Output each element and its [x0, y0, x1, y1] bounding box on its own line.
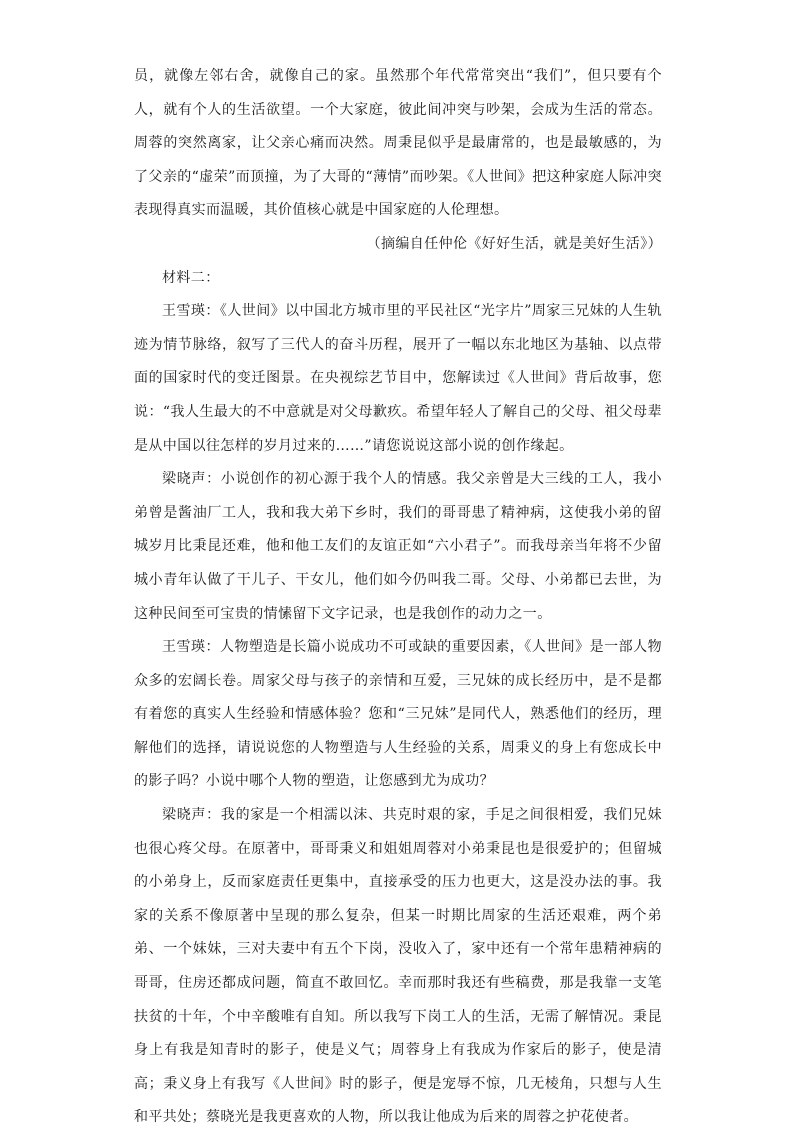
interview-answer-1: 梁晓声：小说创作的初心源于我个人的情感。我父亲曾是大三线的工人，我小弟曾是酱油厂工人，我和我大弟下乡时，我们的哥哥患了精神病，这使我小弟的留城岁月比秉昆还难，他和他工友们的友谊正如“六小君子”。而我母亲当年将不少留城小青年认做了干儿子、干女儿，他们如今仍叫我二哥。父母、小弟都已去世，为这种民间至可宝贵的情愫留下文字记录，也是我创作的动力之一。	[134, 471, 662, 622]
material-two-heading: 材料二：	[162, 269, 220, 286]
source-citation: （摘编自任仲伦《好好生活，就是美好生活》）	[366, 235, 662, 252]
interview-question-1: 王雪瑛：《人世间》以中国北方城市里的平民社区“光字片”周家三兄妹的人生轨迹为情节脉络，叙写了三代人的奋斗历程，展开了一幅以东北地区为基轴、以点带面的国家时代的变迁图景。在央视综艺节目中，您解读过《人世间》背后故事，您说：“我人生最大的不中意就是对父母歉疚。希望年轻人了解自己的父母、祖父母辈是从中国以往怎样的岁月过来的……”请您说说这部小说的创作缘起。	[134, 303, 662, 454]
document-page	[134, 60, 662, 1135]
interview-answer-2: 梁晓声：我的家是一个相濡以沫、共克时艰的家，手足之间很相爱，我们兄妹也很心疼父母。在原著中，哥哥秉义和姐姐周蓉对小弟秉昆也是很爱护的；但留城的小弟身上，反而家庭责任更集中，直接承受的压力也更大，这是没办法的事。我家的关系不像原著中呈现的那么复杂，但某一时期比周家的生活还艰难，两个弟弟、一个妹妹，三对夫妻中有五个下岗，没收入了，家中还有一个常年患精神病的哥哥，住房还都成问题，简直不敢回忆。幸而那时我还有些稿费，那是我靠一支笔扶贫的十年，个中辛酸唯有自知。所以我写下岗工人的生活，无需了解情况。秉昆身上有我是知青时的影子，使是义气；周蓉身上有我成为作家后的影子，使是清高；秉义身上有我写《人世间》时的影子，便是宠辱不惊，几无棱角，只想与人生和平共处；蔡晓光是我更喜欢的人物，所以我让他成为后来的周蓉之护花使者。	[134, 807, 662, 1126]
interview-question-2: 王雪瑛：人物塑造是长篇小说成功不可或缺的重要因素，《人世间》是一部人物众多的宏阔长卷。周家父母与孩子的亲情和互爱，三兄妹的成长经历中，是不是都有着您的真实人生经验和情感体验？您和“三兄妹”是同代人，熟悉他们的经历，理解他们的选择，请说说您的人物塑造与人生经验的关系，周秉义的身上有您成长中的影子吗？小说中哪个人物的塑造，让您感到尤为成功？	[134, 639, 662, 790]
paragraph-continuation: 员，就像左邻右舍，就像自己的家。虽然那个年代常常突出“我们”，但只要有个人，就有个人的生活欲望。一个大家庭，彼此间冲突与吵架，会成为生活的常态。周蓉的突然离家，让父亲心痛而决然。周秉昆似乎是最庸常的，也是最敏感的，为了父亲的“虚荣”而顶撞，为了大哥的“薄情”而吵架。《人世间》把这种家庭人际冲突表现得真实而温暖，其价值核心就是中国家庭的人伦理想。	[134, 68, 662, 219]
